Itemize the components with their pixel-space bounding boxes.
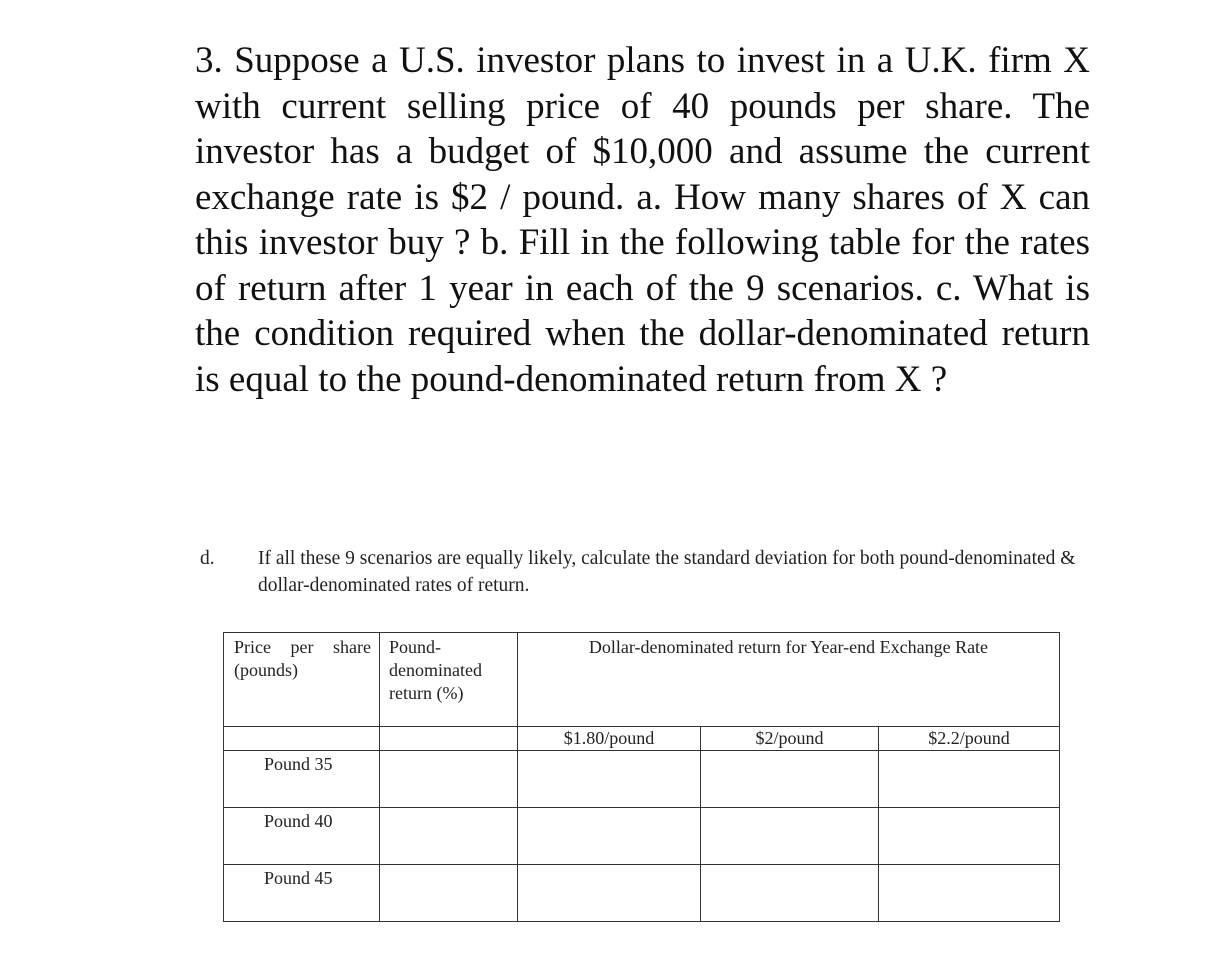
dollar-return-cell[interactable]: [518, 865, 701, 922]
dollar-return-cell[interactable]: [879, 865, 1060, 922]
question-text: 3. Suppose a U.S. investor plans to invest in a U.K. firm X with current selling price of 40 pounds per share. The investor has a budget of $10,000 and assume the current exchange rate is $2 / pound. a. How many shares of X can this investor buy ? b. Fill in the following table for the rates of return after 1 year in each of the 9 scenarios. c. What is the condition required when the dollar-denominated return is equal to the pound-denominated return from X ?: [195, 40, 1090, 400]
blank-cell: [224, 727, 380, 751]
header-pound-return: Pound-denominated return (%): [380, 633, 518, 727]
dollar-return-cell[interactable]: [879, 808, 1060, 865]
header-dollar-return: Dollar-denominated return for Year-end Exchange Rate: [518, 633, 1060, 727]
blank-cell: [380, 727, 518, 751]
header-price-per-share: Price per share (pounds): [224, 633, 380, 727]
price-cell: Pound 35: [224, 751, 380, 808]
pound-return-cell[interactable]: [380, 865, 518, 922]
price-cell: Pound 45: [224, 865, 380, 922]
dollar-return-cell[interactable]: [518, 751, 701, 808]
dollar-return-cell[interactable]: [701, 865, 879, 922]
dollar-return-cell[interactable]: [701, 808, 879, 865]
part-d-text: If all these 9 scenarios are equally likely, calculate the standard deviation for both pound-denominated & dollar-denominated rates of return.: [258, 548, 1076, 596]
table-header-row: [224, 633, 1060, 727]
dollar-return-cell[interactable]: [701, 751, 879, 808]
exchange-rate-3: $2.2/pound: [879, 727, 1060, 751]
part-d-letter: d.: [200, 548, 215, 569]
pound-return-cell[interactable]: [380, 751, 518, 808]
price-cell: Pound 40: [224, 808, 380, 865]
dollar-return-cell[interactable]: [518, 808, 701, 865]
pound-return-cell[interactable]: [380, 808, 518, 865]
returns-table: [223, 632, 1060, 922]
exchange-rate-row: [224, 727, 1060, 751]
exchange-rate-1: $1.80/pound: [518, 727, 701, 751]
table-row: [224, 751, 1060, 808]
exchange-rate-2: $2/pound: [701, 727, 879, 751]
table-row: [224, 865, 1060, 922]
dollar-return-cell[interactable]: [879, 751, 1060, 808]
table-row: [224, 808, 1060, 865]
